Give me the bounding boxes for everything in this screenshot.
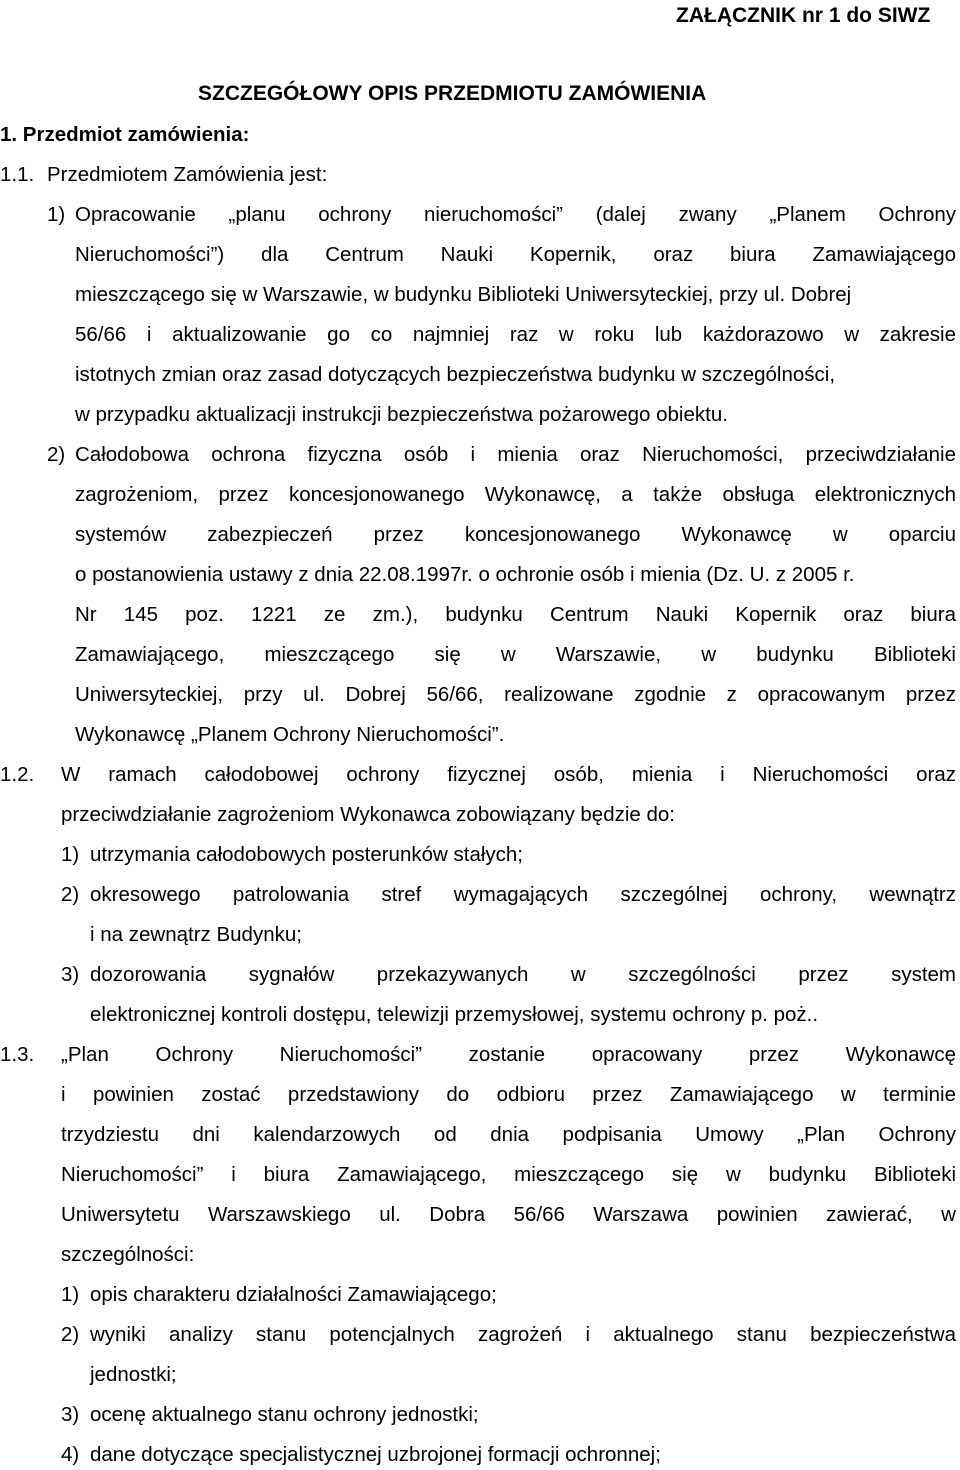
list-item-text: ocenę aktualnego stanu ochrony jednostki; xyxy=(90,1403,479,1426)
paragraph-line: Nieruchomości”) dla Centrum Nauki Kopernik, oraz biura Zamawiającego xyxy=(75,243,956,266)
list-item-number: 4) xyxy=(61,1443,80,1466)
list-item-number: 2) xyxy=(61,1323,80,1346)
paragraph-line: Nieruchomości” i biura Zamawiającego, mieszczącego się w budynku Biblioteki xyxy=(61,1163,956,1186)
list-item-number: 3) xyxy=(61,963,80,986)
paragraph-line: trzydziestu dni kalendarzowych od dnia podpisania Umowy „Plan Ochrony xyxy=(61,1123,956,1146)
paragraph-line: Nr 145 poz. 1221 ze zm.), budynku Centrum Nauki Kopernik oraz biura xyxy=(75,603,956,626)
list-item-number: 1) xyxy=(61,843,80,866)
list-item-text: dozorowania sygnałów przekazywanych w szczególności przez system xyxy=(90,963,956,986)
paragraph-line: zagrożeniom, przez koncesjonowanego Wykonawcę, a także obsługa elektronicznych xyxy=(75,483,956,506)
subsection-number: 1.1. xyxy=(0,163,35,186)
list-item-text: i na zewnątrz Budynku; xyxy=(90,923,302,946)
list-item-text: elektronicznej kontroli dostępu, telewizji przemysłowej, systemu ochrony p. poż.. xyxy=(90,1003,819,1026)
paragraph-line: Opracowanie „planu ochrony nieruchomości” (dalej zwany „Planem Ochrony xyxy=(75,203,956,226)
paragraph-line: Zamawiającego, mieszczącego się w Warszawie, w budynku Biblioteki xyxy=(75,643,956,666)
subsection-number: 1.2. xyxy=(0,763,35,786)
list-item-text: dane dotyczące specjalistycznej uzbrojonej formacji ochronnej; xyxy=(90,1443,661,1466)
paragraph-line: mieszczącego się w Warszawie, w budynku Biblioteki Uniwersyteckiej, przy ul. Dobrej xyxy=(75,283,852,306)
list-item-number: 3) xyxy=(61,1403,80,1426)
list-item-number: 1) xyxy=(47,203,66,226)
list-item-text: jednostki; xyxy=(90,1363,177,1386)
paragraph-line: „Plan Ochrony Nieruchomości” zostanie opracowany przez Wykonawcę xyxy=(61,1043,956,1066)
list-item-text: opis charakteru działalności Zamawiającego; xyxy=(90,1283,497,1306)
paragraph-line: szczególności: xyxy=(61,1243,195,1266)
paragraph-line: o postanowienia ustawy z dnia 22.08.1997r. o ochronie osób i mienia (Dz. U. z 2005 r. xyxy=(75,563,855,586)
list-item-text: utrzymania całodobowych posterunków stałych; xyxy=(90,843,523,866)
paragraph-line: Uniwersytetu Warszawskiego ul. Dobra 56/66 Warszawa powinien zawierać, w xyxy=(61,1203,956,1226)
paragraph-line: przeciwdziałanie zagrożeniom Wykonawca zobowiązany będzie do: xyxy=(61,803,675,826)
paragraph-line: w przypadku aktualizacji instrukcji bezpieczeństwa pożarowego obiektu. xyxy=(75,403,728,426)
list-item-text: okresowego patrolowania stref wymagających szczególnej ochrony, wewnątrz xyxy=(90,883,956,906)
paragraph-line: 56/66 i aktualizowanie go co najmniej raz w roku lub każdorazowo w zakresie xyxy=(75,323,956,346)
list-item-text: wyniki analizy stanu potencjalnych zagrożeń i aktualnego stanu bezpieczeństwa xyxy=(90,1323,956,1346)
paragraph-line: systemów zabezpieczeń przez koncesjonowanego Wykonawcę w oparciu xyxy=(75,523,956,546)
annex-label: ZAŁĄCZNIK nr 1 do SIWZ xyxy=(676,4,931,27)
list-item-number: 1) xyxy=(61,1283,80,1306)
paragraph-line: Wykonawcę „Planem Ochrony Nieruchomości”. xyxy=(75,723,505,746)
paragraph-line: Uniwersyteckiej, przy ul. Dobrej 56/66, realizowane zgodnie z opracowanym przez xyxy=(75,683,956,706)
paragraph-line: i powinien zostać przedstawiony do odbioru przez Zamawiającego w terminie xyxy=(61,1083,956,1106)
list-item-number: 2) xyxy=(47,443,66,466)
paragraph-line: istotnych zmian oraz zasad dotyczących bezpieczeństwa budynku w szczególności, xyxy=(75,363,836,386)
document-title: SZCZEGÓŁOWY OPIS PRZEDMIOTU ZAMÓWIENIA xyxy=(198,82,707,105)
paragraph-line: Całodobowa ochrona fizyczna osób i mienia oraz Nieruchomości, przeciwdziałanie xyxy=(75,443,956,466)
subsection-number: 1.3. xyxy=(0,1043,35,1066)
subsection-intro: Przedmiotem Zamówienia jest: xyxy=(47,163,328,186)
section-heading: 1. Przedmiot zamówienia: xyxy=(0,123,250,146)
list-item-number: 2) xyxy=(61,883,80,906)
paragraph-line: W ramach całodobowej ochrony fizycznej osób, mienia i Nieruchomości oraz xyxy=(61,763,956,786)
